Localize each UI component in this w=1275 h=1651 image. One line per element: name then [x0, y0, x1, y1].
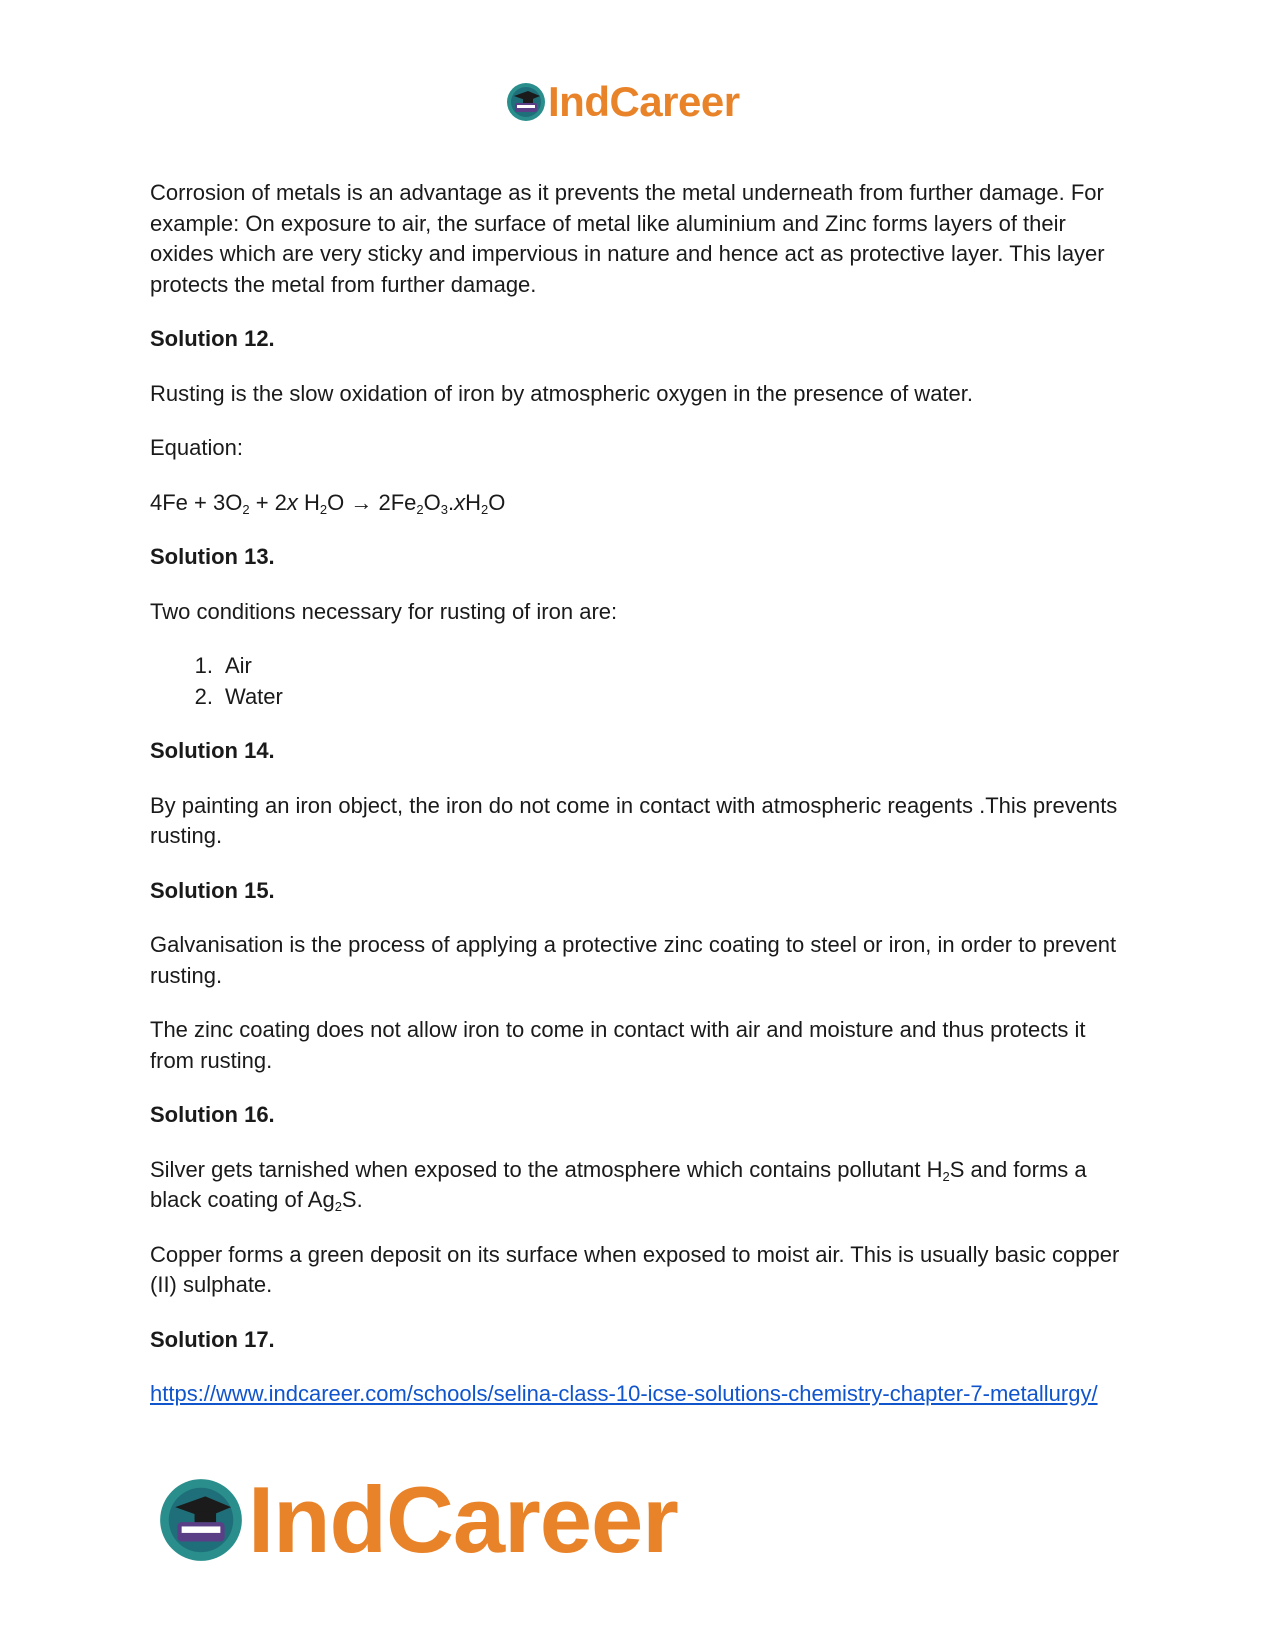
corrosion-paragraph: Corrosion of metals is an advantage as it prevents the metal underneath from further damage. For example: On exposure to air, the surface of metal like aluminium and Zinc forms layers of their oxides which are very sticky and impervious in nature and hence act as protective layer. This layer protects the metal from further damage. — [150, 180, 1105, 297]
rusting-conditions-list — [150, 651, 1130, 712]
rusting-equation: $4Fe + 3O_2 + 2x$ $H_2O \to 2Fe_2O_3.xH_2O$ — [150, 489, 506, 517]
solution-17-link[interactable]: https://www.indcareer.com/schools/selina-class-10-icse-solutions-chemistry-chapter-7-metallurgy/ — [150, 1381, 1098, 1406]
graduation-cap-book-icon — [158, 1477, 244, 1563]
header-logo — [506, 80, 740, 124]
solution-14-text: By painting an iron object, the iron do not come in contact with atmospheric reagents .This prevents rusting. — [150, 792, 1118, 848]
solution-15-text-1: Galvanisation is the process of applying a protective zinc coating to steel or iron, in order to prevent rusting. — [150, 932, 1117, 988]
footer-logo — [158, 1467, 678, 1572]
solution-13-text: Two conditions necessary for rusting of iron are: — [150, 598, 618, 624]
list-item: 2. Water — [194, 683, 283, 709]
solution-17-heading: Solution 17. — [150, 1326, 275, 1352]
list-item: 1. Air — [194, 653, 252, 678]
brand-wordmark: IndCareer — [548, 78, 740, 125]
solution-12-heading: Solution 12. — [150, 326, 275, 351]
solution-16-text-1: Silver gets tarnished when exposed to the atmosphere which contains pollutant $H_2S$ and forms a black coating of $Ag_2S$. — [150, 1156, 1087, 1214]
document-body — [150, 178, 1130, 1410]
graduation-cap-book-icon — [506, 82, 546, 122]
solution-15-text-2: The zinc coating does not allow iron to come in contact with air and moisture and thus protects it from rusting. — [150, 1017, 1086, 1073]
solution-16-text-2: Copper forms a green deposit on its surface when exposed to moist air. This is usually basic copper (II) sulphate. — [150, 1241, 1120, 1297]
equation-label: Equation: — [150, 435, 243, 460]
solution-13-heading: Solution 13. — [150, 544, 275, 569]
solution-16-heading: Solution 16. — [150, 1102, 275, 1127]
solution-15-heading: Solution 15. — [150, 877, 275, 903]
solution-14-heading: Solution 14. — [150, 738, 275, 763]
solution-12-text: Rusting is the slow oxidation of iron by atmospheric oxygen in the presence of water. — [150, 380, 974, 406]
brand-wordmark: IndCareer — [248, 1467, 678, 1572]
